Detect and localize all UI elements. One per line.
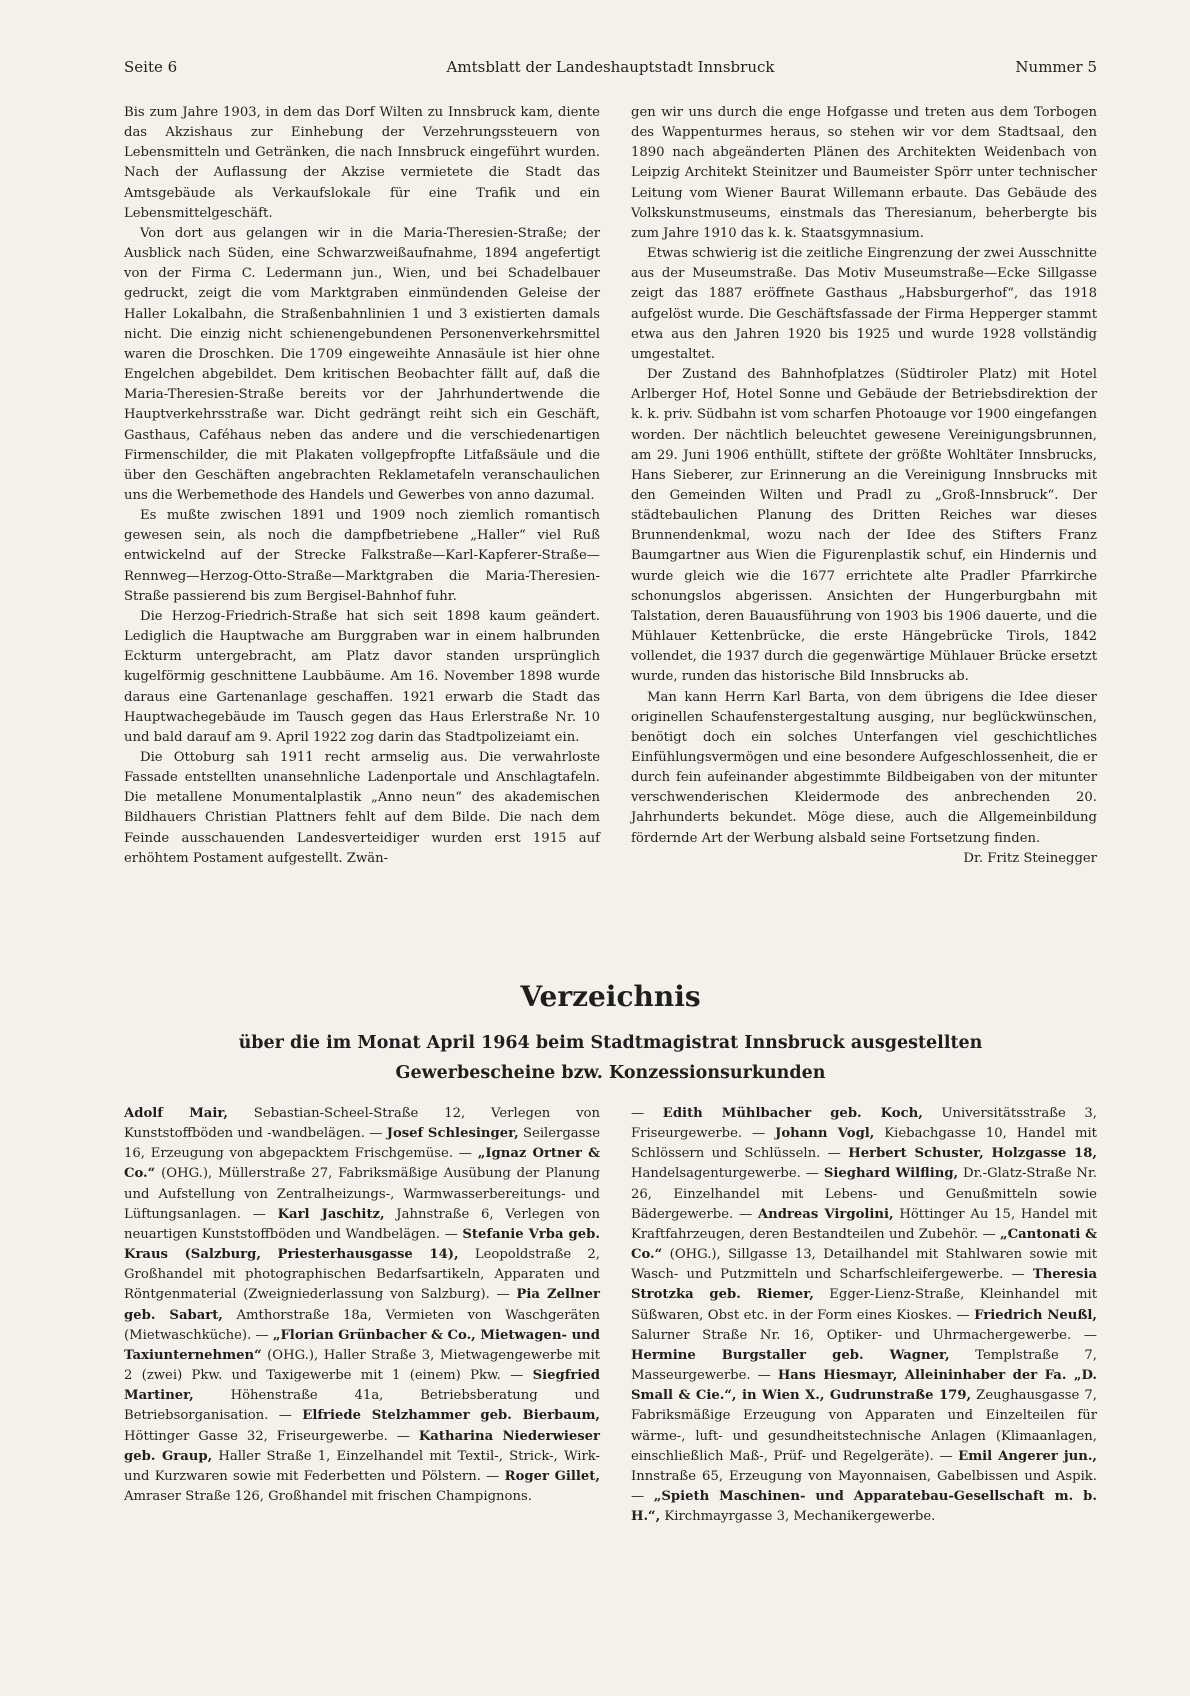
licensee-name: „Florian Grünbacher & Co., Mietwagen- und Taxiunternehmen“: [124, 1327, 600, 1363]
article-paragraph: Bis zum Jahre 1903, in dem das Dorf Wilten zu Innsbruck kam, diente das Akzishaus zur Einhebung der Verzehrungssteuern von Lebensmitteln und Getränken, die nach Innsbruck eingeführt wurden. Nach der Auflassung der Akzise vermietete die Stadt das Amtsgebäude als Verkaufslokale für eine Trafik und ein Lebensmittelgeschäft.: [124, 105, 600, 221]
licensee-name: Elfriede Stelzhammer geb. Bierbaum,: [302, 1408, 600, 1424]
license-details: (OHG.), Haller Straße 3, Mietwagengewerbe mit 2 (zwei) Pkw. und Taxigewerbe mit 1 (einem) Pkw. —: [124, 1347, 600, 1384]
article-paragraph: Der Zustand des Bahnhofplatzes (Südtiroler Platz) mit Hotel Arlberger Hof, Hotel Sonne und Gebäude der Betriebsdirektion der k. k. priv. Südbahn ist vom scharfen Photoauge vor 1900 eingefangen worden. Der nächtlich beleuchtet gewesene Vereinigungsbrunnen, am 29. Juni 1906 enthüllt, stiftete der größte Wohltäter Innsbrucks, Hans Sieberer, zur Erinnerung an die Vereinigung Innsbrucks mit den Gemeinden Wilten und Pradl zu „Groß-Innsbruck“. Der städtebaulichen Planung des Dritten Reiches war dieses Brunnendenkmal, wozu nach der Idee des Stifters Franz Baumgartner aus Wien die Figurenplastik schuf, ein Hindernis und wurde gleich wie die 1677 errichtete alte Pradler Pfarrkirche schonungslos abgerissen. Ansichten der Hungerburgbahn mit Talstation, deren Bauausführung von 1903 bis 1906 dauerte, und die Mühlauer Kettenbrücke, die erste Hängebrücke Tirols, 1842 vollendet, die 1937 durch die gegenwärtige Mühlauer Brücke ersetzt wurde, runden das historische Bild Innsbrucks ab.: [631, 367, 1097, 685]
licensee-name: Friedrich Neußl,: [974, 1307, 1097, 1323]
listing-paragraph: [631, 1104, 1097, 1527]
license-details: Egger-Lienz-Straße, Kleinhandel mit Süßwaren, Obst etc. in der Form eines Kioskes. —: [631, 1287, 1097, 1323]
listing-paragraph: [124, 1104, 600, 1507]
license-details: Dr.-Glatz-Straße Nr. 26, Einzelhandel mit Lebens- und Genußmitteln sowie Bädergewerbe. —: [631, 1166, 1097, 1222]
listing-column-left: [124, 1104, 600, 1507]
license-details: Amraser Straße 126, Großhandel mit frischen Champignons.: [124, 1488, 532, 1504]
license-details: Sebastian-Scheel-Straße 12, Verlegen von Kunststoffböden und -wandbelägen. —: [124, 1106, 600, 1142]
license-details: Kirchmayrgasse 3, Mechanikergewerbe.: [660, 1509, 936, 1525]
article-paragraph: Es mußte zwischen 1891 und 1909 noch ziemlich romantisch gewesen sein, als noch die dampfbetriebene „Haller“ viel Ruß entwickelnd auf der Strecke Falkstraße—Karl-Kapferer-Straße—Rennweg—Herzog-Otto-Straße—Marktgraben die Maria-Theresien-Straße passierend bis zum Bergisel-Bahnhof fuhr.: [124, 508, 600, 604]
licensee-name: Johann Vogl,: [775, 1126, 875, 1142]
license-details: —: [631, 1106, 663, 1121]
licensee-name: „Spieth Maschinen- und Apparatebau-Gesellschaft m. b. H.“,: [631, 1488, 1097, 1525]
license-details: Höttinger Gasse 32, Friseurgewerbe. —: [124, 1428, 419, 1444]
article-paragraph: Die Ottoburg sah 1911 recht armselig aus. Die verwahrloste Fassade entstellten unansehnliche Ladenportale und Anschlagtafeln. Die metallene Monumentalplastik „Anno neun“ des akademischen Bildhauers Christian Plattners fehlt auf dem Bilde. Die nach dem Feinde ausschauenden Landesverteidiger wurden erst 1915 auf erhöhtem Postament aufgestellt. Zwän-: [124, 750, 600, 866]
article-column-right: [631, 103, 1097, 869]
licensee-name: Edith Mühlbacher geb. Koch,: [662, 1106, 923, 1121]
article-column-left: [124, 103, 600, 869]
license-details: Höhenstraße 41a, Betriebsberatung und Betriebsorganisation. —: [124, 1388, 600, 1424]
licensee-name: Adolf Mair,: [124, 1106, 228, 1121]
licensee-name: Theresia Strotzka geb. Riemer,: [631, 1267, 1097, 1303]
section-subtitle: über die im Monat April 1964 beim Stadtmagistrat Innsbruck ausgestellten: [238, 1033, 983, 1053]
license-details: Seilergasse 16, Erzeugung von abgepacktem Frischgemüse. —: [124, 1126, 601, 1162]
section-subtitle-2: Gewerbescheine bzw. Konzessionsurkunden: [395, 1063, 826, 1083]
listing-column-right: [631, 1104, 1097, 1527]
article-paragraph: Man kann Herrn Karl Barta, von dem übrigens die Idee dieser originellen Schaufenstergestaltung ausging, nur beglückwünschen, benötigt doch ein solches Unterfangen viel geschichtliches Einfühlungsvermögen und eine besondere Aufgeschlossenheit, die er durch fein aufeinander abgestimmte Bildbeigaben von der mitunter verschwenderischen Kleidermode des anbrechenden 20. Jahrhunderts bekundet. Möge diese, auch die Allgemeinbildung fördernde Art der Werbung alsbald seine Fortsetzung finden. Dr. Fritz Steinegger: [631, 688, 1097, 849]
license-details: (OHG.), Müllerstraße 27, Fabriksmäßige Ausübung der Planung und Aufstellung von Zentralheizungs-, Warmwasserbereitungs- und Lüftungsanlagen. —: [124, 1166, 600, 1222]
licensee-name: Sieghard Wilfling,: [823, 1166, 959, 1182]
license-details: Leopoldstraße 2, Großhandel mit photographischen Bedarfsartikeln, Apparaten und Röntgenmaterial (Zweigniederlassung von Salzburg). —: [124, 1247, 600, 1303]
license-details: Universitätsstraße 3, Friseurgewerbe. —: [631, 1106, 1097, 1142]
licensee-name: Karl Jaschitz,: [277, 1206, 385, 1222]
licensee-name: Josef Schlesinger,: [386, 1126, 519, 1142]
license-details: Templstraße 7, Masseurgewerbe. —: [631, 1347, 1097, 1384]
section-title: Verzeichnis: [520, 980, 701, 1013]
publication-title: Amtsblatt der Landeshauptstadt Innsbruck: [446, 58, 775, 76]
article-paragraph: gen wir uns durch die enge Hofgasse und treten aus dem Torbogen des Wappenturmes heraus, so stehen wir vor dem Stadtsaal, den 1890 nach abgeänderten Plänen des Architekten Weidenbach von Leipzig Architekt Steinitzer und Baumeister Spörr unter technischer Leitung vom Wiener Baurat Willemann erbaute. Das Gebäude des Volkskunstmuseums, einstmals das Theresianum, beherbergte bis zum Jahre 1910 das k. k. Staatsgymnasium.: [631, 105, 1097, 241]
license-details: Höttinger Au 15, Handel mit Kraftfahrzeugen, deren Bestandteilen und Zubehör. —: [631, 1206, 1097, 1242]
article-paragraph: Etwas schwierig ist die zeitliche Eingrenzung der zwei Ausschnitte aus der Museumstraße. Das Motiv Museumstraße—Ecke Sillgasse zeigt das 1887 eröffnete Gasthaus „Habsburgerhof“, das 1918 aufgelöst wurde. Die Geschäftsfassade der Firma Hepperger stammt etwa aus den Jahren 1920 bis 1925 und wurde 1928 vollständig umgestaltet.: [631, 246, 1097, 362]
licensee-name: Stefanie Vrba geb. Kraus (Salzburg, Priesterhausgasse 14),: [124, 1226, 600, 1263]
licensee-name: Hermine Burgstaller geb. Wagner,: [631, 1347, 950, 1363]
license-details: Amthorstraße 18a, Vermieten von Waschgeräten (Mietwaschküche). —: [124, 1307, 600, 1343]
licensee-name: „Cantonati & Co.“: [631, 1226, 1097, 1263]
license-details: Zeughausgasse 7, Fabriksmäßige Erzeugung von Apparaten und Einzelteilen für wärme-, luft- und gesundheitstechnische Anlagen (Klimaanlagen, einschließlich Maß-, Prüf- und Regelgeräte). —: [631, 1388, 1097, 1464]
licensee-name: Emil Angerer jun.,: [958, 1448, 1098, 1464]
licensee-name: Andreas Virgolini,: [757, 1206, 894, 1222]
licensee-name: Hans Hiesmayr, Alleininhaber der Fa. „D. Small & Cie.“, in Wien X., Gudrunstraße 179,: [631, 1368, 1097, 1404]
article-paragraph: Die Herzog-Friedrich-Straße hat sich seit 1898 kaum geändert. Lediglich die Hauptwache am Burggraben war in einem halbrunden Eckturm untergebracht, am Platz davor standen ursprünglich kugelförmig geschnittene Laubbäume. Am 16. November 1898 wurde daraus eine Gartenanlage geschaffen. 1921 erwarb die Stadt das Hauptwachegebäude im Tausch gegen das Haus Erlerstraße Nr. 10 und bald darauf am 9. April 1922 zog darin das Stadtpolizeiamt ein.: [124, 608, 600, 745]
license-details: Haller Straße 1, Einzelhandel mit Textil-, Strick-, Wirk- und Kurzwaren sowie mit Federbetten und Pölstern. —: [124, 1448, 600, 1484]
license-details: Jahnstraße 6, Verlegen von neuartigen Kunststoffböden und Wandbelägen. —: [124, 1206, 600, 1242]
author-signature: Dr. Fritz Steinegger: [963, 850, 1097, 866]
licensee-name: „Ignaz Ortner & Co.“: [124, 1146, 600, 1182]
licensee-name: Roger Gillet,: [504, 1468, 600, 1484]
license-details: Kiebachgasse 10, Handel mit Schlössern und Schlüsseln. —: [631, 1126, 1097, 1162]
article-paragraph: Von dort aus gelangen wir in die Maria-Theresien-Straße; der Ausblick nach Süden, eine Schwarzweißaufnahme, 1894 angefertigt von der Firma C. Ledermann jun., Wien, und bei Schadelbauer gedruckt, zeigt die vom Marktgraben einmündenden Geleise der Haller Lokalbahn, die Straßenbahnlinien 1 und 3 existierten damals nicht. Die einzig nicht schienengebundenen Personenverkehrsmittel waren die Droschken. Die 1709 eingeweihte Annasäule ist hier ohne Engelchen abgebildet. Dem kritischen Beobachter fällt auf, daß die Maria-Theresien-Straße bereits vor der Jahrhundertwende die Hauptverkehrsstraße war. Dicht gedrängt reiht sich ein Geschäft, Gasthaus, Caféhaus neben das andere und die verschiedenartigen Firmenschilder, die mit Plakaten vollgepfropfte Litfaßsäule und die über den Geschäften angebrachten Reklametafeln veranschaulichen uns die Werbemethode des Handels und Gewerbes von anno dazumal.: [124, 225, 600, 503]
license-details: Salurner Straße Nr. 16, Optiker- und Uhrmachergewerbe. —: [631, 1327, 1097, 1343]
page-number: Seite 6: [124, 58, 178, 76]
issue-number: Nummer 5: [1015, 58, 1097, 76]
licensee-name: Herbert Schuster, Holzgasse 18,: [848, 1146, 1098, 1162]
license-details: (OHG.), Sillgasse 13, Detailhandel mit Stahlwaren sowie mit Wasch- und Putzmitteln und Scharfschleifergewerbe. —: [631, 1247, 1097, 1283]
license-details: Innstraße 65, Erzeugung von Mayonnaisen, Gabelbissen und Aspik. —: [631, 1468, 1097, 1504]
licensee-name: Katharina Niederwieser geb. Graup,: [124, 1428, 600, 1464]
licensee-name: Pia Zellner geb. Sabart,: [124, 1287, 600, 1323]
page-header: [124, 58, 1097, 84]
license-details: Handelsagenturgewerbe. —: [631, 1166, 824, 1182]
licensee-name: Siegfried Martiner,: [124, 1368, 600, 1404]
